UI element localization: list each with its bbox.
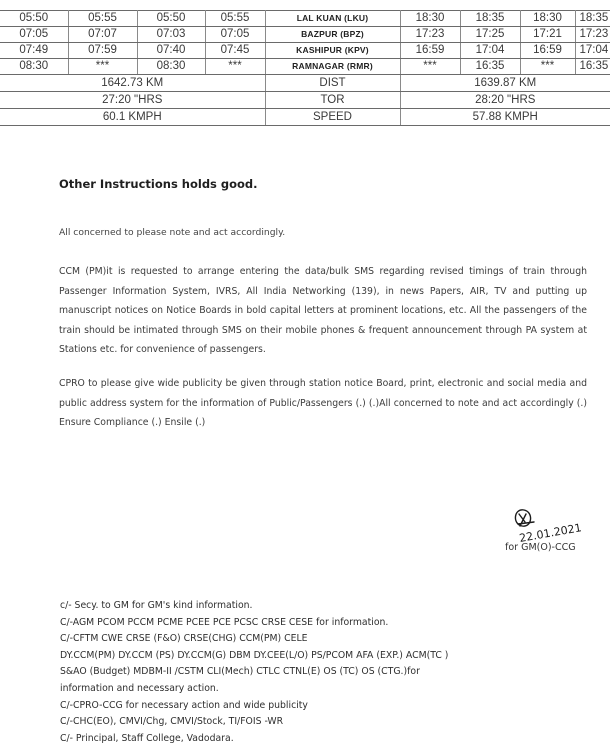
- concerned-note: All concerned to please note and act accordingly.: [59, 227, 286, 238]
- summary-value-right: 57.88 KMPH: [400, 109, 610, 126]
- time-cell: 16:35: [460, 59, 520, 75]
- timetable: [0, 10, 610, 126]
- time-cell: 18:30: [520, 11, 575, 27]
- copy-line: information and necessary action.: [60, 682, 219, 694]
- instructions-heading: Other Instructions holds good.: [59, 177, 258, 191]
- time-cell: 07:05: [0, 27, 68, 43]
- time-cell: 17:21: [520, 27, 575, 43]
- time-cell: 08:30: [0, 59, 68, 75]
- summary-label: TOR: [265, 92, 400, 109]
- time-cell: 07:03: [137, 27, 205, 43]
- timetable-row: [0, 27, 610, 43]
- time-cell: 07:40: [137, 43, 205, 59]
- time-cell: 08:30: [137, 59, 205, 75]
- time-cell: 17:04: [460, 43, 520, 59]
- time-cell: ***: [400, 59, 460, 75]
- copy-line: C/-CFTM CWE CRSE (F&O) CRSE(CHG) CCM(PM) CELE: [60, 633, 308, 645]
- time-cell: 17:23: [575, 27, 610, 43]
- time-cell: 18:35: [460, 11, 520, 27]
- copy-line: C/- Principal, Staff College, Vadodara.: [60, 732, 234, 744]
- time-cell: 16:59: [400, 43, 460, 59]
- copy-line: C/-CPRO-CCG for necessary action and wide publicity: [60, 699, 308, 711]
- time-cell: 17:04: [575, 43, 610, 59]
- timetable-row: [0, 43, 610, 59]
- timetable-row: [0, 59, 610, 75]
- time-cell: ***: [68, 59, 137, 75]
- time-cell: 17:25: [460, 27, 520, 43]
- ccm-paragraph: CCM (PM)it is requested to arrange entering the data/bulk SMS regarding revised timings of train through Passenger Information System, IVRS, All India Networking (139), in news Papers, AIR, TV and putting up manuscript notices on Notice Boards in bold capital letters at prominent locations, etc. All the passengers of the train should be intimated through SMS on their mobile phones & frequent announcement through PA system at Stations etc. for convenience of passengers.: [59, 266, 587, 355]
- time-cell: ***: [520, 59, 575, 75]
- time-cell: 07:45: [205, 43, 265, 59]
- copy-line: DY.CCM(PM) DY.CCM (PS) DY.CCM(G) DBM DY.CEE(L/O) PS/PCOM AFA (EXP.) ACM(TC ): [60, 649, 449, 661]
- time-cell: 07:59: [68, 43, 137, 59]
- time-cell: 05:50: [0, 11, 68, 27]
- station-name: RAMNAGAR (RMR): [265, 59, 400, 75]
- time-cell: 05:55: [205, 11, 265, 27]
- time-cell: 17:23: [400, 27, 460, 43]
- summary-value-left: 60.1 KMPH: [0, 109, 265, 126]
- copy-line: c/- Secy. to GM for GM's kind information.: [60, 600, 253, 611]
- time-cell: 16:59: [520, 43, 575, 59]
- time-cell: 05:50: [137, 11, 205, 27]
- time-cell: 16:35: [575, 59, 610, 75]
- time-cell: 05:55: [68, 11, 137, 27]
- signatory-designation: for GM(O)-CCG: [505, 542, 576, 553]
- time-cell: 07:49: [0, 43, 68, 59]
- summary-row: [0, 92, 610, 109]
- copy-line: C/-AGM PCOM PCCM PCME PCEE PCE PCSC CRSE CESE for information.: [60, 616, 389, 628]
- station-name: KASHIPUR (KPV): [265, 43, 400, 59]
- cpro-paragraph: CPRO to please give wide publicity be given through station notice Board, print, electronic and social media and public address system for the information of Public/Passengers (.) (.)All concerned to note and act accordingly (.) Ensure Compliance (.) Ensile (.): [59, 378, 587, 428]
- summary-row: [0, 75, 610, 92]
- time-cell: 07:05: [205, 27, 265, 43]
- timetable-row: [0, 11, 610, 27]
- copy-line: C/-CHC(EO), CMVI/Chg, CMVI/Stock, TI/FOIS -WR: [60, 716, 284, 728]
- summary-value-right: 1639.87 KM: [400, 75, 610, 92]
- time-cell: 18:35: [575, 11, 610, 27]
- time-cell: 07:07: [68, 27, 137, 43]
- copy-line: S&AO (Budget) MDBM-II /CSTM CLI(Mech) CTLC CTNL(E) OS (TC) OS (CTG.)for: [60, 666, 420, 678]
- summary-value-left: 1642.73 KM: [0, 75, 265, 92]
- station-name: LAL KUAN (LKU): [265, 11, 400, 27]
- copy-to-list: [60, 598, 448, 747]
- summary-value-right: 28:20 "HRS: [400, 92, 610, 109]
- summary-row: [0, 109, 610, 126]
- summary-value-left: 27:20 "HRS: [0, 92, 265, 109]
- signature-date: 22.01.2021: [518, 521, 583, 545]
- summary-label: DIST: [265, 75, 400, 92]
- summary-label: SPEED: [265, 109, 400, 126]
- time-cell: ***: [205, 59, 265, 75]
- time-cell: 18:30: [400, 11, 460, 27]
- station-name: BAZPUR (BPZ): [265, 27, 400, 43]
